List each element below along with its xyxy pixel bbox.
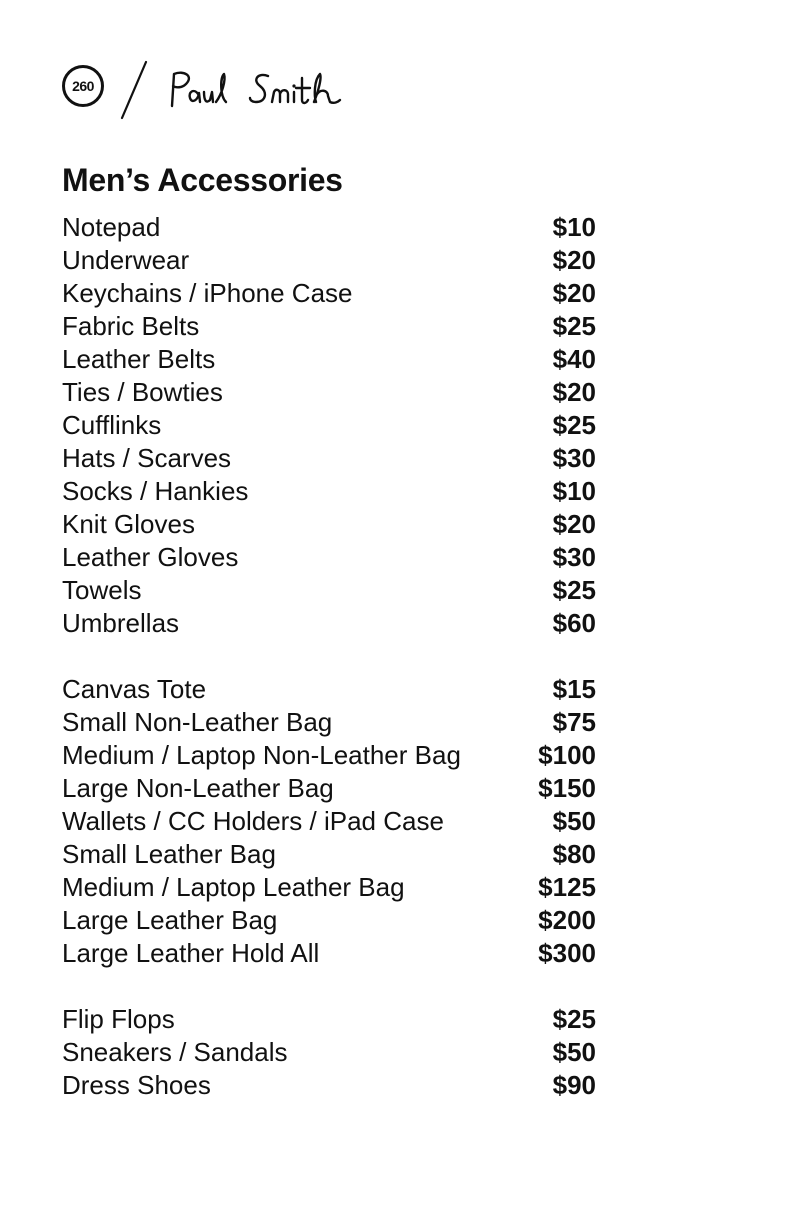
price-row	[62, 541, 596, 574]
price-row	[62, 1069, 596, 1102]
item-price: $30	[552, 443, 596, 473]
price-row	[62, 310, 596, 343]
price-row	[62, 277, 596, 310]
price-row	[62, 871, 596, 904]
price-row	[62, 805, 596, 838]
item-price: $50	[552, 806, 596, 836]
item-price: $20	[552, 278, 596, 308]
item-price: $100	[538, 740, 596, 770]
price-row	[62, 937, 596, 970]
item-name: Notepad	[62, 212, 161, 242]
item-price: $15	[552, 674, 596, 704]
item-name: Underwear	[62, 245, 190, 275]
price-group	[62, 673, 596, 970]
item-name: Canvas Tote	[62, 674, 207, 704]
divider-slash	[116, 60, 152, 120]
price-row	[62, 211, 596, 244]
price-row	[62, 475, 596, 508]
item-name: Knit Gloves	[62, 509, 195, 539]
item-name: Keychains / iPhone Case	[62, 278, 353, 308]
item-name: Medium / Laptop Leather Bag	[62, 872, 405, 902]
item-name: Large Leather Bag	[62, 905, 278, 935]
item-name: Fabric Belts	[62, 311, 200, 341]
item-name: Large Non-Leather Bag	[62, 773, 334, 803]
price-row	[62, 409, 596, 442]
price-row	[62, 607, 596, 640]
item-name: Cufflinks	[62, 410, 162, 440]
price-row	[62, 1036, 596, 1069]
item-name: Small Non-Leather Bag	[62, 707, 333, 737]
price-group	[62, 211, 596, 640]
item-price: $30	[552, 542, 596, 572]
item-price: $25	[552, 575, 596, 605]
item-price: $10	[552, 212, 596, 242]
item-price: $150	[538, 773, 596, 803]
item-name: Large Leather Hold All	[62, 938, 320, 968]
item-price: $20	[552, 245, 596, 275]
item-price: $25	[552, 1004, 596, 1034]
item-price: $10	[552, 476, 596, 506]
item-name: Small Leather Bag	[62, 839, 276, 869]
item-price: $20	[552, 377, 596, 407]
item-name: Wallets / CC Holders / iPad Case	[62, 806, 444, 836]
price-row	[62, 343, 596, 376]
section-title: Men’s Accessories	[62, 162, 343, 198]
price-row	[62, 244, 596, 277]
paul-smith-logo	[164, 66, 374, 114]
item-price: $90	[552, 1070, 596, 1100]
price-row	[62, 508, 596, 541]
item-name: Dress Shoes	[62, 1070, 211, 1100]
item-price: $20	[552, 509, 596, 539]
item-price: $60	[552, 608, 596, 638]
item-price: $200	[538, 905, 596, 935]
item-price: $25	[552, 311, 596, 341]
price-group	[62, 1003, 596, 1102]
item-price: $75	[552, 707, 596, 737]
page-header	[60, 60, 400, 120]
price-row	[62, 838, 596, 871]
page-number-badge: 260	[62, 65, 104, 107]
price-row	[62, 739, 596, 772]
item-price: $50	[552, 1037, 596, 1067]
price-row	[62, 673, 596, 706]
item-name: Towels	[62, 575, 142, 605]
item-name: Flip Flops	[62, 1004, 175, 1034]
price-row	[62, 1003, 596, 1036]
item-price: $80	[552, 839, 596, 869]
price-row	[62, 574, 596, 607]
item-price: $300	[538, 938, 596, 968]
item-price: $40	[552, 344, 596, 374]
item-name: Socks / Hankies	[62, 476, 249, 506]
item-price: $25	[552, 410, 596, 440]
price-row	[62, 376, 596, 409]
item-name: Medium / Laptop Non-Leather Bag	[62, 740, 461, 770]
item-name: Umbrellas	[62, 608, 180, 638]
item-name: Hats / Scarves	[62, 443, 232, 473]
item-price: $125	[538, 872, 596, 902]
item-name: Leather Gloves	[62, 542, 239, 572]
item-name: Sneakers / Sandals	[62, 1037, 288, 1067]
price-list	[62, 211, 596, 1102]
price-row	[62, 706, 596, 739]
item-name: Ties / Bowties	[62, 377, 223, 407]
price-row	[62, 904, 596, 937]
price-row	[62, 772, 596, 805]
price-row	[62, 442, 596, 475]
item-name: Leather Belts	[62, 344, 216, 374]
